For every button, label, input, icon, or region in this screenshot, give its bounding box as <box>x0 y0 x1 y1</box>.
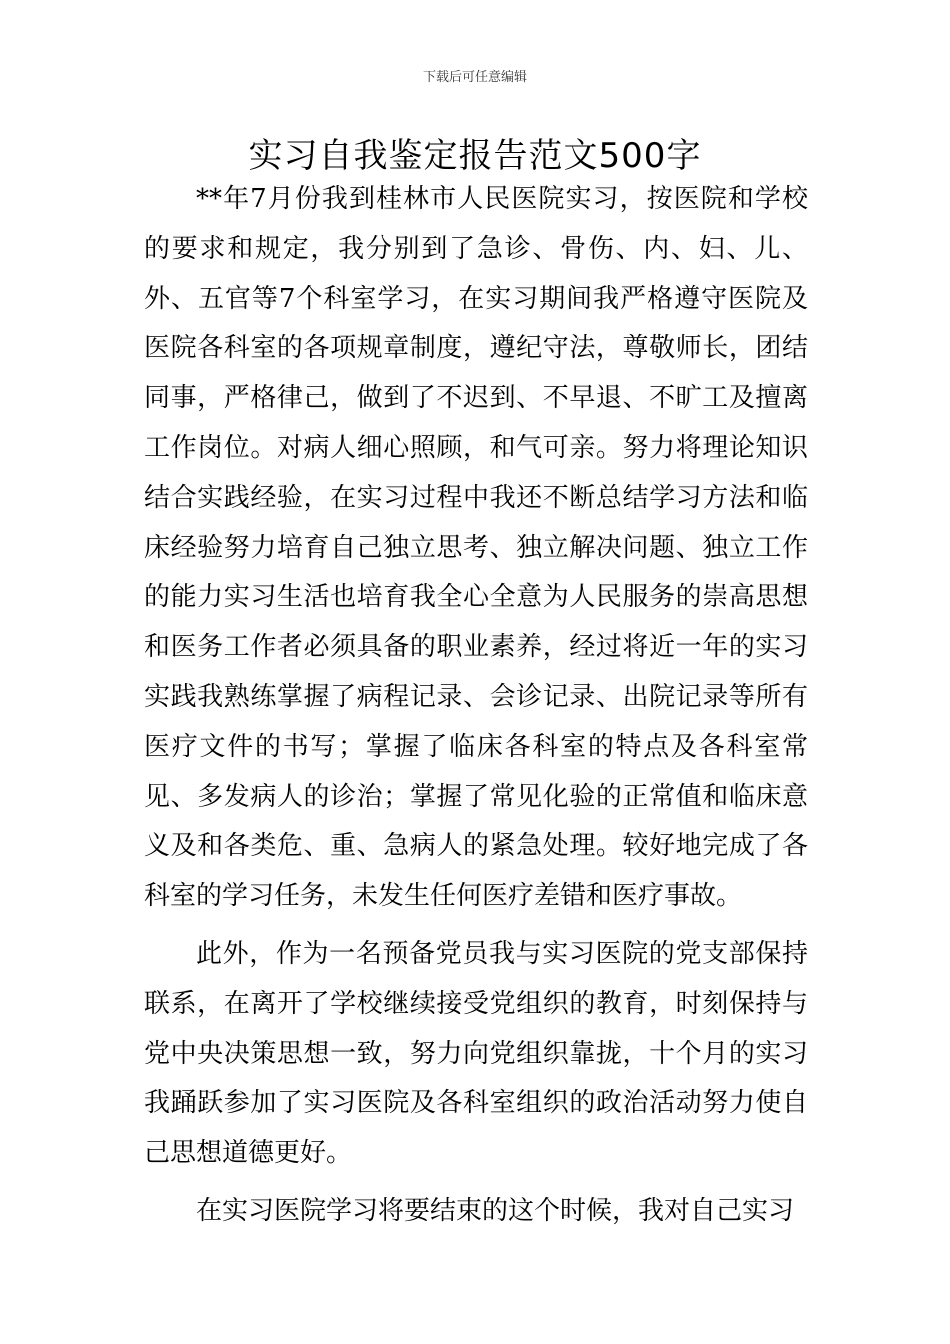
document-title: 实习自我鉴定报告范文500字 <box>248 136 702 176</box>
document-body <box>144 175 808 1237</box>
paragraph-1: **年7月份我到桂林市人民医院实习，按医院和学校的要求和规定，我分别到了急诊、骨伤、内、妇、儿、外、五官等7个科室学习，在实习期间我严格遵守医院及医院各科室的各项规章制度，遵纪守法，尊敬师长，团结同事，严格律己，做到了不迟到、不早退、不旷工及擅离工作岗位。对病人细心照顾，和气可亲。努力将理论知识结合实践经验，在实习过程中我还不断总结学习方法和临床经验努力培育自己独立思考、独立解决问题、独立工作的能力实习生活也培育我全心全意为人民服务的崇高思想和医务工作者必须具备的职业素养，经过将近一年的实习实践我熟练掌握了病程记录、会诊记录、出院记录等所有医疗文件的书写；掌握了临床各科室的特点及各科室常见、多发病人的诊治；掌握了常见化验的正常值和临床意义及和各类危、重、急病人的紧急处理。较好地完成了各科室的学习任务，未发生任何医疗差错和医疗事故。 <box>144 184 808 912</box>
header-note: 下载后可任意编辑 <box>422 70 527 85</box>
paragraph-2: 此外，作为一名预备党员我与实习医院的党支部保持联系，在离开了学校继续接受党组织的教育，时刻保持与党中央决策思想一致，努力向党组织靠拢，十个月的实习我踊跃参加了实习医院及各科室组织的政治活动努力使自己思想道德更好。 <box>144 938 808 1169</box>
paragraph-3: 在实习医院学习将要结束的这个时候，我对自己实习 <box>196 1195 795 1226</box>
